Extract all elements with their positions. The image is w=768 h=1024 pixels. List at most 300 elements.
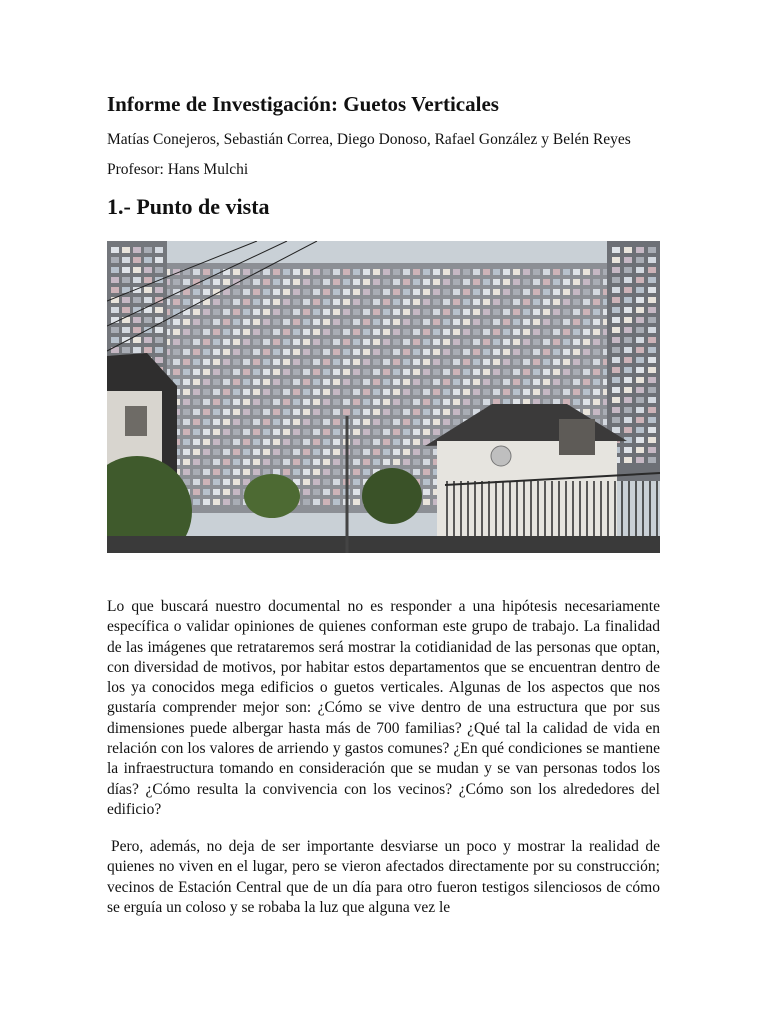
window-pane bbox=[243, 309, 250, 315]
window-pane bbox=[193, 269, 200, 275]
window-pane bbox=[624, 297, 632, 303]
window-pane bbox=[323, 319, 330, 325]
window-pane bbox=[373, 389, 380, 395]
window-pane bbox=[403, 299, 410, 305]
window-pane bbox=[243, 439, 250, 445]
window-pane bbox=[253, 349, 260, 355]
window-pane bbox=[453, 329, 460, 335]
window-pane bbox=[363, 349, 370, 355]
window-pane bbox=[463, 289, 470, 295]
window-pane bbox=[313, 309, 320, 315]
window-pane bbox=[223, 399, 230, 405]
window-pane bbox=[303, 369, 310, 375]
window-pane bbox=[313, 279, 320, 285]
window-pane bbox=[303, 359, 310, 365]
window-pane bbox=[293, 429, 300, 435]
window-pane bbox=[413, 339, 420, 345]
window-pane bbox=[423, 279, 430, 285]
window-pane bbox=[612, 257, 620, 263]
window-pane bbox=[563, 339, 570, 345]
window-pane bbox=[513, 329, 520, 335]
window-pane bbox=[343, 279, 350, 285]
window-pane bbox=[393, 339, 400, 345]
window-pane bbox=[333, 449, 340, 455]
window-pane bbox=[233, 359, 240, 365]
window-pane bbox=[183, 409, 190, 415]
window-pane bbox=[283, 409, 290, 415]
building-photo bbox=[107, 241, 660, 553]
window-pane bbox=[233, 419, 240, 425]
window-pane bbox=[213, 279, 220, 285]
window-pane bbox=[343, 339, 350, 345]
window-pane bbox=[273, 269, 280, 275]
window-pane bbox=[563, 279, 570, 285]
window-pane bbox=[624, 307, 632, 313]
window-pane bbox=[223, 409, 230, 415]
window-pane bbox=[223, 379, 230, 385]
window-pane bbox=[243, 409, 250, 415]
window-pane bbox=[203, 459, 210, 465]
window-pane bbox=[624, 387, 632, 393]
window-pane bbox=[313, 329, 320, 335]
window-pane bbox=[263, 429, 270, 435]
window-pane bbox=[403, 359, 410, 365]
window-pane bbox=[393, 269, 400, 275]
window-pane bbox=[233, 369, 240, 375]
window-pane bbox=[636, 357, 644, 363]
window-pane bbox=[523, 359, 530, 365]
window-pane bbox=[624, 287, 632, 293]
window-pane bbox=[453, 289, 460, 295]
window-pane bbox=[283, 419, 290, 425]
window-pane bbox=[453, 419, 460, 425]
window-pane bbox=[403, 419, 410, 425]
window-pane bbox=[173, 369, 180, 375]
window-pane bbox=[273, 309, 280, 315]
window-pane bbox=[523, 389, 530, 395]
window-pane bbox=[303, 349, 310, 355]
window-pane bbox=[373, 329, 380, 335]
window-pane bbox=[293, 319, 300, 325]
window-pane bbox=[111, 277, 119, 283]
window-pane bbox=[323, 439, 330, 445]
window-pane bbox=[133, 277, 141, 283]
window-pane bbox=[612, 287, 620, 293]
window-pane bbox=[293, 449, 300, 455]
window-pane bbox=[333, 339, 340, 345]
window-pane bbox=[233, 489, 240, 495]
building-photo-illustration bbox=[107, 241, 660, 553]
center-right-tree bbox=[362, 468, 422, 524]
window-pane bbox=[122, 267, 130, 273]
window-pane bbox=[213, 469, 220, 475]
window-pane bbox=[363, 469, 370, 475]
window-pane bbox=[343, 269, 350, 275]
window-pane bbox=[213, 299, 220, 305]
window-pane bbox=[333, 409, 340, 415]
window-pane bbox=[573, 359, 580, 365]
window-pane bbox=[313, 449, 320, 455]
window-pane bbox=[503, 329, 510, 335]
window-pane bbox=[612, 247, 620, 253]
window-pane bbox=[263, 409, 270, 415]
window-pane bbox=[273, 369, 280, 375]
window-pane bbox=[213, 419, 220, 425]
window-pane bbox=[243, 379, 250, 385]
window-pane bbox=[523, 299, 530, 305]
street bbox=[107, 536, 660, 553]
window-pane bbox=[383, 449, 390, 455]
window-pane bbox=[373, 409, 380, 415]
window-pane bbox=[363, 369, 370, 375]
window-pane bbox=[463, 399, 470, 405]
window-pane bbox=[573, 289, 580, 295]
window-pane bbox=[323, 479, 330, 485]
window-pane bbox=[383, 339, 390, 345]
window-pane bbox=[543, 319, 550, 325]
window-pane bbox=[293, 269, 300, 275]
window-pane bbox=[533, 339, 540, 345]
window-pane bbox=[213, 379, 220, 385]
window-pane bbox=[173, 359, 180, 365]
window-pane bbox=[543, 359, 550, 365]
window-pane bbox=[193, 479, 200, 485]
window-pane bbox=[144, 277, 152, 283]
window-pane bbox=[155, 267, 163, 273]
window-pane bbox=[513, 379, 520, 385]
window-pane bbox=[213, 489, 220, 495]
window-pane bbox=[243, 459, 250, 465]
window-pane bbox=[483, 399, 490, 405]
window-pane bbox=[283, 279, 290, 285]
window-pane bbox=[223, 499, 230, 505]
window-pane bbox=[636, 367, 644, 373]
window-pane bbox=[111, 287, 119, 293]
window-pane bbox=[413, 359, 420, 365]
window-pane bbox=[233, 469, 240, 475]
window-pane bbox=[144, 267, 152, 273]
window-pane bbox=[253, 469, 260, 475]
window-pane bbox=[303, 459, 310, 465]
window-pane bbox=[573, 269, 580, 275]
window-pane bbox=[183, 369, 190, 375]
window-pane bbox=[333, 419, 340, 425]
window-pane bbox=[523, 379, 530, 385]
window-pane bbox=[193, 429, 200, 435]
window-pane bbox=[403, 389, 410, 395]
window-pane bbox=[293, 339, 300, 345]
window-pane bbox=[173, 279, 180, 285]
window-pane bbox=[183, 379, 190, 385]
window-pane bbox=[383, 299, 390, 305]
window-pane bbox=[393, 409, 400, 415]
window-pane bbox=[503, 319, 510, 325]
window-pane bbox=[363, 359, 370, 365]
window-pane bbox=[513, 299, 520, 305]
window-pane bbox=[155, 357, 163, 363]
window-pane bbox=[183, 349, 190, 355]
window-pane bbox=[473, 279, 480, 285]
window-pane bbox=[313, 499, 320, 505]
window-pane bbox=[363, 339, 370, 345]
window-pane bbox=[303, 409, 310, 415]
window-pane bbox=[563, 309, 570, 315]
window-pane bbox=[533, 269, 540, 275]
window-pane bbox=[593, 269, 600, 275]
window-pane bbox=[553, 339, 560, 345]
window-pane bbox=[423, 469, 430, 475]
window-pane bbox=[423, 299, 430, 305]
window-pane bbox=[263, 389, 270, 395]
window-pane bbox=[473, 289, 480, 295]
window-pane bbox=[624, 427, 632, 433]
window-pane bbox=[213, 459, 220, 465]
window-pane bbox=[293, 369, 300, 375]
window-pane bbox=[293, 399, 300, 405]
window-pane bbox=[353, 429, 360, 435]
window-pane bbox=[313, 359, 320, 365]
window-pane bbox=[373, 459, 380, 465]
window-pane bbox=[333, 439, 340, 445]
window-pane bbox=[243, 369, 250, 375]
window-pane bbox=[363, 319, 370, 325]
window-pane bbox=[213, 329, 220, 335]
window-pane bbox=[503, 279, 510, 285]
window-pane bbox=[193, 379, 200, 385]
window-pane bbox=[423, 369, 430, 375]
window-pane bbox=[463, 319, 470, 325]
window-pane bbox=[353, 289, 360, 295]
window-pane bbox=[624, 377, 632, 383]
window-pane bbox=[563, 289, 570, 295]
window-pane bbox=[453, 269, 460, 275]
window-pane bbox=[423, 429, 430, 435]
window-pane bbox=[533, 359, 540, 365]
window-pane bbox=[553, 379, 560, 385]
window-pane bbox=[612, 387, 620, 393]
window-pane bbox=[373, 339, 380, 345]
window-pane bbox=[353, 459, 360, 465]
window-pane bbox=[636, 267, 644, 273]
window-pane bbox=[403, 269, 410, 275]
window-pane bbox=[213, 429, 220, 435]
window-pane bbox=[353, 399, 360, 405]
window-pane bbox=[193, 499, 200, 505]
window-pane bbox=[483, 339, 490, 345]
window-pane bbox=[583, 389, 590, 395]
window-pane bbox=[443, 319, 450, 325]
window-pane bbox=[333, 489, 340, 495]
window-pane bbox=[423, 419, 430, 425]
window-pane bbox=[648, 287, 656, 293]
window-pane bbox=[443, 279, 450, 285]
window-pane bbox=[523, 339, 530, 345]
window-pane bbox=[373, 429, 380, 435]
window-pane bbox=[122, 327, 130, 333]
window-pane bbox=[313, 319, 320, 325]
window-pane bbox=[483, 369, 490, 375]
window-pane bbox=[173, 329, 180, 335]
window-pane bbox=[453, 349, 460, 355]
window-pane bbox=[323, 389, 330, 395]
window-pane bbox=[403, 399, 410, 405]
window-pane bbox=[353, 369, 360, 375]
window-pane bbox=[323, 299, 330, 305]
window-pane bbox=[612, 337, 620, 343]
window-pane bbox=[313, 479, 320, 485]
window-pane bbox=[636, 297, 644, 303]
window-pane bbox=[513, 319, 520, 325]
window-pane bbox=[323, 379, 330, 385]
window-pane bbox=[463, 309, 470, 315]
window-pane bbox=[283, 469, 290, 475]
window-pane bbox=[553, 349, 560, 355]
window-pane bbox=[353, 299, 360, 305]
window-pane bbox=[593, 399, 600, 405]
window-pane bbox=[483, 279, 490, 285]
window-pane bbox=[223, 469, 230, 475]
window-pane bbox=[111, 337, 119, 343]
window-pane bbox=[203, 429, 210, 435]
window-pane bbox=[636, 447, 644, 453]
window-pane bbox=[624, 247, 632, 253]
window-pane bbox=[473, 349, 480, 355]
window-pane bbox=[283, 299, 290, 305]
window-pane bbox=[323, 469, 330, 475]
window-pane bbox=[593, 379, 600, 385]
window-pane bbox=[443, 289, 450, 295]
window-pane bbox=[636, 337, 644, 343]
window-pane bbox=[283, 339, 290, 345]
window-pane bbox=[493, 299, 500, 305]
window-pane bbox=[353, 339, 360, 345]
window-pane bbox=[233, 399, 240, 405]
window-pane bbox=[383, 419, 390, 425]
window-pane bbox=[293, 299, 300, 305]
window-pane bbox=[383, 329, 390, 335]
window-pane bbox=[383, 349, 390, 355]
window-pane bbox=[263, 369, 270, 375]
window-pane bbox=[493, 339, 500, 345]
window-pane bbox=[648, 277, 656, 283]
window-pane bbox=[553, 279, 560, 285]
window-pane bbox=[273, 389, 280, 395]
window-pane bbox=[636, 417, 644, 423]
window-pane bbox=[273, 439, 280, 445]
window-pane bbox=[183, 449, 190, 455]
window-pane bbox=[323, 349, 330, 355]
window-pane bbox=[313, 419, 320, 425]
window-pane bbox=[373, 319, 380, 325]
window-pane bbox=[612, 367, 620, 373]
window-pane bbox=[363, 309, 370, 315]
window-pane bbox=[303, 319, 310, 325]
window-pane bbox=[353, 449, 360, 455]
window-pane bbox=[213, 439, 220, 445]
window-pane bbox=[553, 309, 560, 315]
window-pane bbox=[583, 409, 590, 415]
window-pane bbox=[243, 279, 250, 285]
window-pane bbox=[193, 399, 200, 405]
window-pane bbox=[122, 307, 130, 313]
window-pane bbox=[111, 247, 119, 253]
window-pane bbox=[463, 379, 470, 385]
window-pane bbox=[563, 299, 570, 305]
window-pane bbox=[543, 339, 550, 345]
window-pane bbox=[624, 257, 632, 263]
window-pane bbox=[433, 429, 440, 435]
window-pane bbox=[648, 257, 656, 263]
window-pane bbox=[383, 409, 390, 415]
window-pane bbox=[323, 459, 330, 465]
window-pane bbox=[353, 409, 360, 415]
window-pane bbox=[363, 289, 370, 295]
window-pane bbox=[303, 479, 310, 485]
window-pane bbox=[583, 289, 590, 295]
window-pane bbox=[213, 449, 220, 455]
window-pane bbox=[353, 309, 360, 315]
window-pane bbox=[253, 299, 260, 305]
window-pane bbox=[493, 349, 500, 355]
window-pane bbox=[573, 309, 580, 315]
window-pane bbox=[413, 399, 420, 405]
window-pane bbox=[323, 449, 330, 455]
window-pane bbox=[313, 299, 320, 305]
window-pane bbox=[636, 317, 644, 323]
window-pane bbox=[463, 349, 470, 355]
window-pane bbox=[213, 339, 220, 345]
window-pane bbox=[223, 319, 230, 325]
window-pane bbox=[513, 359, 520, 365]
window-pane bbox=[473, 369, 480, 375]
right-house-window bbox=[559, 419, 595, 455]
window-pane bbox=[463, 369, 470, 375]
window-pane bbox=[553, 369, 560, 375]
window-pane bbox=[443, 409, 450, 415]
window-pane bbox=[503, 299, 510, 305]
window-pane bbox=[624, 417, 632, 423]
window-pane bbox=[313, 269, 320, 275]
window-pane bbox=[233, 269, 240, 275]
window-pane bbox=[343, 409, 350, 415]
window-pane bbox=[203, 289, 210, 295]
window-pane bbox=[313, 289, 320, 295]
window-pane bbox=[563, 269, 570, 275]
window-pane bbox=[283, 379, 290, 385]
window-pane bbox=[383, 279, 390, 285]
window-pane bbox=[193, 319, 200, 325]
window-pane bbox=[343, 369, 350, 375]
window-pane bbox=[393, 459, 400, 465]
window-pane bbox=[263, 289, 270, 295]
window-pane bbox=[333, 369, 340, 375]
window-pane bbox=[333, 389, 340, 395]
window-pane bbox=[583, 339, 590, 345]
window-pane bbox=[403, 459, 410, 465]
window-pane bbox=[503, 379, 510, 385]
window-pane bbox=[543, 369, 550, 375]
window-pane bbox=[283, 439, 290, 445]
window-pane bbox=[648, 377, 656, 383]
window-pane bbox=[563, 369, 570, 375]
window-pane bbox=[313, 459, 320, 465]
window-pane bbox=[583, 269, 590, 275]
window-pane bbox=[433, 369, 440, 375]
window-pane bbox=[203, 449, 210, 455]
window-pane bbox=[373, 369, 380, 375]
window-pane bbox=[648, 337, 656, 343]
window-pane bbox=[203, 359, 210, 365]
